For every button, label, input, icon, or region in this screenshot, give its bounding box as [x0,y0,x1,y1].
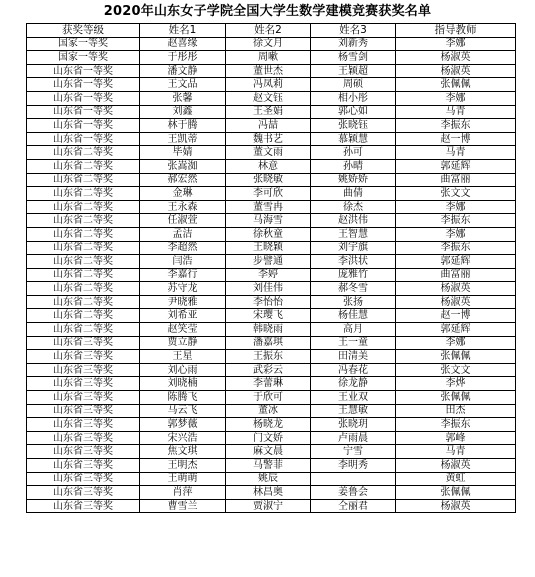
name-2-cell: 林意 [226,159,311,173]
name-2-cell: 李婷 [226,268,311,282]
table-row [27,187,516,201]
table-row [27,499,516,513]
name-2-cell: 李蕾琳 [226,377,311,391]
table-row [27,336,516,350]
name-1-cell: 林于腾 [140,119,226,133]
award-level-cell: 山东省三等奖 [27,431,140,445]
name-2-cell: 李可欣 [226,187,311,201]
award-table [26,23,516,513]
name-3-cell: 徐杰 [311,200,396,214]
table-row [27,146,516,160]
name-3-cell: 杨雪剑 [311,51,396,65]
name-3-cell: 冯春花 [311,363,396,377]
name-3-cell: 庞雅竹 [311,268,396,282]
name-3-cell: 郭心如 [311,105,396,119]
name-1-cell: 曹雪兰 [140,499,226,513]
name-2-cell: 韩晓雨 [226,323,311,337]
name-3-cell: 张晓玥 [311,418,396,432]
advisor-cell: 李振东 [396,214,516,228]
name-3-cell: 李洪状 [311,255,396,269]
table-row [27,282,516,296]
table-row [27,227,516,241]
name-3-cell: 宁雪 [311,445,396,459]
name-3-cell: 慕颖慧 [311,132,396,146]
name-1-cell: 张嵩洳 [140,159,226,173]
name-3-cell: 孙晴 [311,159,396,173]
name-2-cell: 王圣娟 [226,105,311,119]
advisor-cell: 郭延辉 [396,323,516,337]
name-1-cell: 马云飞 [140,404,226,418]
name-3-cell: 王颖超 [311,64,396,78]
award-level-cell: 山东省二等奖 [27,295,140,309]
name-1-cell: 金琳 [140,187,226,201]
name-3-cell: 李明秀 [311,459,396,473]
award-level-cell: 山东省二等奖 [27,200,140,214]
award-level-cell: 山东省一等奖 [27,64,140,78]
name-2-cell: 于欣可 [226,391,311,405]
name-1-cell: 焦文琪 [140,445,226,459]
header-name-1: 姓名1 [140,24,226,38]
advisor-cell: 杨淑英 [396,64,516,78]
name-2-cell: 董冰 [226,404,311,418]
award-level-cell: 山东省三等奖 [27,472,140,486]
advisor-cell: 马青 [396,146,516,160]
award-level-cell: 山东省二等奖 [27,282,140,296]
name-1-cell: 赵喜缘 [140,37,226,51]
advisor-cell: 杨淑英 [396,51,516,65]
name-1-cell: 刘晓楠 [140,377,226,391]
award-level-cell: 山东省二等奖 [27,173,140,187]
award-level-cell: 山东省三等奖 [27,486,140,500]
name-1-cell: 李超然 [140,241,226,255]
name-1-cell: 闫浩 [140,255,226,269]
table-row [27,363,516,377]
advisor-cell: 杨淑英 [396,282,516,296]
advisor-cell: 李娜 [396,227,516,241]
name-1-cell: 张馨 [140,91,226,105]
award-level-cell: 国家一等奖 [27,51,140,65]
name-2-cell: 宋璎飞 [226,309,311,323]
name-3-cell: 张扬 [311,295,396,309]
advisor-cell: 杨淑英 [396,295,516,309]
name-1-cell: 王明杰 [140,459,226,473]
name-1-cell: 郭梦薇 [140,418,226,432]
name-3-cell: 赵洪伟 [311,214,396,228]
advisor-cell: 李振东 [396,119,516,133]
table-row [27,51,516,65]
name-2-cell: 步譬通 [226,255,311,269]
name-1-cell: 王文品 [140,78,226,92]
table-row [27,255,516,269]
table-row [27,404,516,418]
name-1-cell: 李嘉行 [140,268,226,282]
table-row [27,78,516,92]
award-level-cell: 山东省二等奖 [27,255,140,269]
name-3-cell: 王业双 [311,391,396,405]
name-3-cell: 仝丽君 [311,499,396,513]
name-3-cell: 王慧敏 [311,404,396,418]
name-2-cell: 冯喆 [226,119,311,133]
advisor-cell: 张佩佩 [396,350,516,364]
name-3-cell: 张晓钰 [311,119,396,133]
advisor-cell: 张佩佩 [396,486,516,500]
name-1-cell: 赵笑莹 [140,323,226,337]
name-3-cell: 相小彤 [311,91,396,105]
advisor-cell: 马青 [396,105,516,119]
name-1-cell: 王凯蒂 [140,132,226,146]
advisor-cell: 李振东 [396,241,516,255]
award-level-cell: 山东省二等奖 [27,241,140,255]
advisor-cell: 田杰 [396,404,516,418]
name-1-cell: 宋兴浩 [140,431,226,445]
table-row [27,159,516,173]
table-row [27,459,516,473]
advisor-cell: 张佩佩 [396,78,516,92]
name-2-cell: 徐文月 [226,37,311,51]
name-3-cell: 徐龙静 [311,377,396,391]
advisor-cell: 赵一博 [396,309,516,323]
name-1-cell: 任淑萱 [140,214,226,228]
table-row [27,91,516,105]
name-1-cell: 肖萍 [140,486,226,500]
name-2-cell: 董世杰 [226,64,311,78]
advisor-cell: 赵一博 [396,132,516,146]
award-level-cell: 山东省一等奖 [27,105,140,119]
table-row [27,418,516,432]
advisor-cell: 杨淑英 [396,459,516,473]
name-3-cell: 刘新秀 [311,37,396,51]
name-2-cell: 麻文晨 [226,445,311,459]
table-row [27,377,516,391]
name-1-cell: 王星 [140,350,226,364]
table-row [27,214,516,228]
advisor-cell: 马青 [396,445,516,459]
award-level-cell: 山东省一等奖 [27,119,140,133]
table-row [27,486,516,500]
advisor-cell: 张文文 [396,363,516,377]
name-2-cell: 门文娇 [226,431,311,445]
name-1-cell: 陈腾飞 [140,391,226,405]
award-level-cell: 山东省三等奖 [27,459,140,473]
name-2-cell: 周嗽 [226,51,311,65]
table-row [27,431,516,445]
name-1-cell: 孟洁 [140,227,226,241]
name-2-cell: 潘嘉琪 [226,336,311,350]
name-2-cell: 徐秋童 [226,227,311,241]
advisor-cell: 李娜 [396,200,516,214]
award-table-body [27,37,516,513]
table-row [27,105,516,119]
advisor-cell: 李娜 [396,91,516,105]
table-row [27,268,516,282]
name-3-cell: 杨佳慧 [311,309,396,323]
name-1-cell: 尹晓雅 [140,295,226,309]
name-1-cell: 苏守龙 [140,282,226,296]
award-level-cell: 山东省一等奖 [27,78,140,92]
award-level-cell: 山东省二等奖 [27,227,140,241]
name-1-cell: 刘心雨 [140,363,226,377]
award-level-cell: 山东省三等奖 [27,418,140,432]
award-level-cell: 山东省二等奖 [27,323,140,337]
name-2-cell: 杨晓龙 [226,418,311,432]
table-row [27,173,516,187]
award-level-cell: 山东省三等奖 [27,445,140,459]
table-row [27,241,516,255]
advisor-cell: 张佩佩 [396,391,516,405]
table-row [27,391,516,405]
advisor-cell: 张文文 [396,187,516,201]
advisor-cell: 李娜 [396,336,516,350]
name-3-cell: 姚娇娇 [311,173,396,187]
name-1-cell: 王永森 [140,200,226,214]
name-3-cell: 曲倩 [311,187,396,201]
name-1-cell: 贾立静 [140,336,226,350]
name-2-cell: 林昌奥 [226,486,311,500]
name-3-cell: 高月 [311,323,396,337]
award-level-cell: 山东省三等奖 [27,363,140,377]
header-name-3: 姓名3 [311,24,396,38]
name-3-cell: 孙可 [311,146,396,160]
advisor-cell: 郭延辉 [396,255,516,269]
name-2-cell: 王振东 [226,350,311,364]
award-level-cell: 山东省一等奖 [27,91,140,105]
name-3-cell: 田清美 [311,350,396,364]
advisor-cell: 郭延辉 [396,159,516,173]
advisor-cell: 曲富丽 [396,268,516,282]
award-level-cell: 山东省三等奖 [27,350,140,364]
name-1-cell: 毕婧 [140,146,226,160]
name-3-cell: 卢雨晨 [311,431,396,445]
name-1-cell: 王萌萌 [140,472,226,486]
name-2-cell: 刘佳伟 [226,282,311,296]
name-3-cell: 周硕 [311,78,396,92]
award-level-cell: 山东省三等奖 [27,499,140,513]
name-2-cell: 张晓敏 [226,173,311,187]
advisor-cell: 黄虹 [396,472,516,486]
award-level-cell: 山东省三等奖 [27,404,140,418]
table-row [27,295,516,309]
award-level-cell: 山东省二等奖 [27,159,140,173]
award-level-cell: 山东省二等奖 [27,268,140,282]
table-row [27,132,516,146]
name-2-cell: 董文雨 [226,146,311,160]
award-level-cell: 山东省三等奖 [27,336,140,350]
advisor-cell: 曲富丽 [396,173,516,187]
name-3-cell: 姜鲁会 [311,486,396,500]
name-2-cell: 赵文钰 [226,91,311,105]
name-3-cell [311,472,396,486]
advisor-cell: 李娜 [396,37,516,51]
name-2-cell: 王晓颖 [226,241,311,255]
table-header-row [27,24,516,38]
table-row [27,119,516,133]
table-row [27,323,516,337]
award-level-cell: 国家一等奖 [27,37,140,51]
name-2-cell: 冯凤莉 [226,78,311,92]
name-2-cell: 贾淑宁 [226,499,311,513]
name-1-cell: 刘鑫 [140,105,226,119]
award-level-cell: 山东省二等奖 [27,214,140,228]
name-1-cell: 于彤彤 [140,51,226,65]
advisor-cell: 杨淑英 [396,499,516,513]
advisor-cell: 郭峰 [396,431,516,445]
name-3-cell: 王智慧 [311,227,396,241]
header-name-2: 姓名2 [226,24,311,38]
header-award-level: 获奖等级 [27,24,140,38]
name-3-cell: 郝冬雪 [311,282,396,296]
award-level-cell: 山东省二等奖 [27,187,140,201]
name-3-cell: 刘宇旗 [311,241,396,255]
name-1-cell: 刘希亚 [140,309,226,323]
table-row [27,309,516,323]
award-level-cell: 山东省二等奖 [27,146,140,160]
table-row [27,200,516,214]
table-row [27,64,516,78]
name-1-cell: 潘文静 [140,64,226,78]
name-2-cell: 李怡怡 [226,295,311,309]
award-level-cell: 山东省二等奖 [27,309,140,323]
advisor-cell: 李振东 [396,418,516,432]
table-row [27,472,516,486]
table-row [27,37,516,51]
table-row [27,350,516,364]
name-3-cell: 王一童 [311,336,396,350]
name-2-cell: 马海雪 [226,214,311,228]
advisor-cell: 李烨 [396,377,516,391]
name-2-cell: 武彩云 [226,363,311,377]
award-level-cell: 山东省三等奖 [27,391,140,405]
award-level-cell: 山东省三等奖 [27,377,140,391]
name-1-cell: 郝宏然 [140,173,226,187]
header-advisor: 指导教师 [396,24,516,38]
name-2-cell: 董雪冉 [226,200,311,214]
table-row [27,445,516,459]
name-2-cell: 马警菲 [226,459,311,473]
document-title: 2020年山东女子学院全国大学生数学建模竞赛获奖名单 [103,4,432,19]
award-level-cell: 山东省一等奖 [27,132,140,146]
name-2-cell: 魏书艺 [226,132,311,146]
name-2-cell: 姚辰 [226,472,311,486]
